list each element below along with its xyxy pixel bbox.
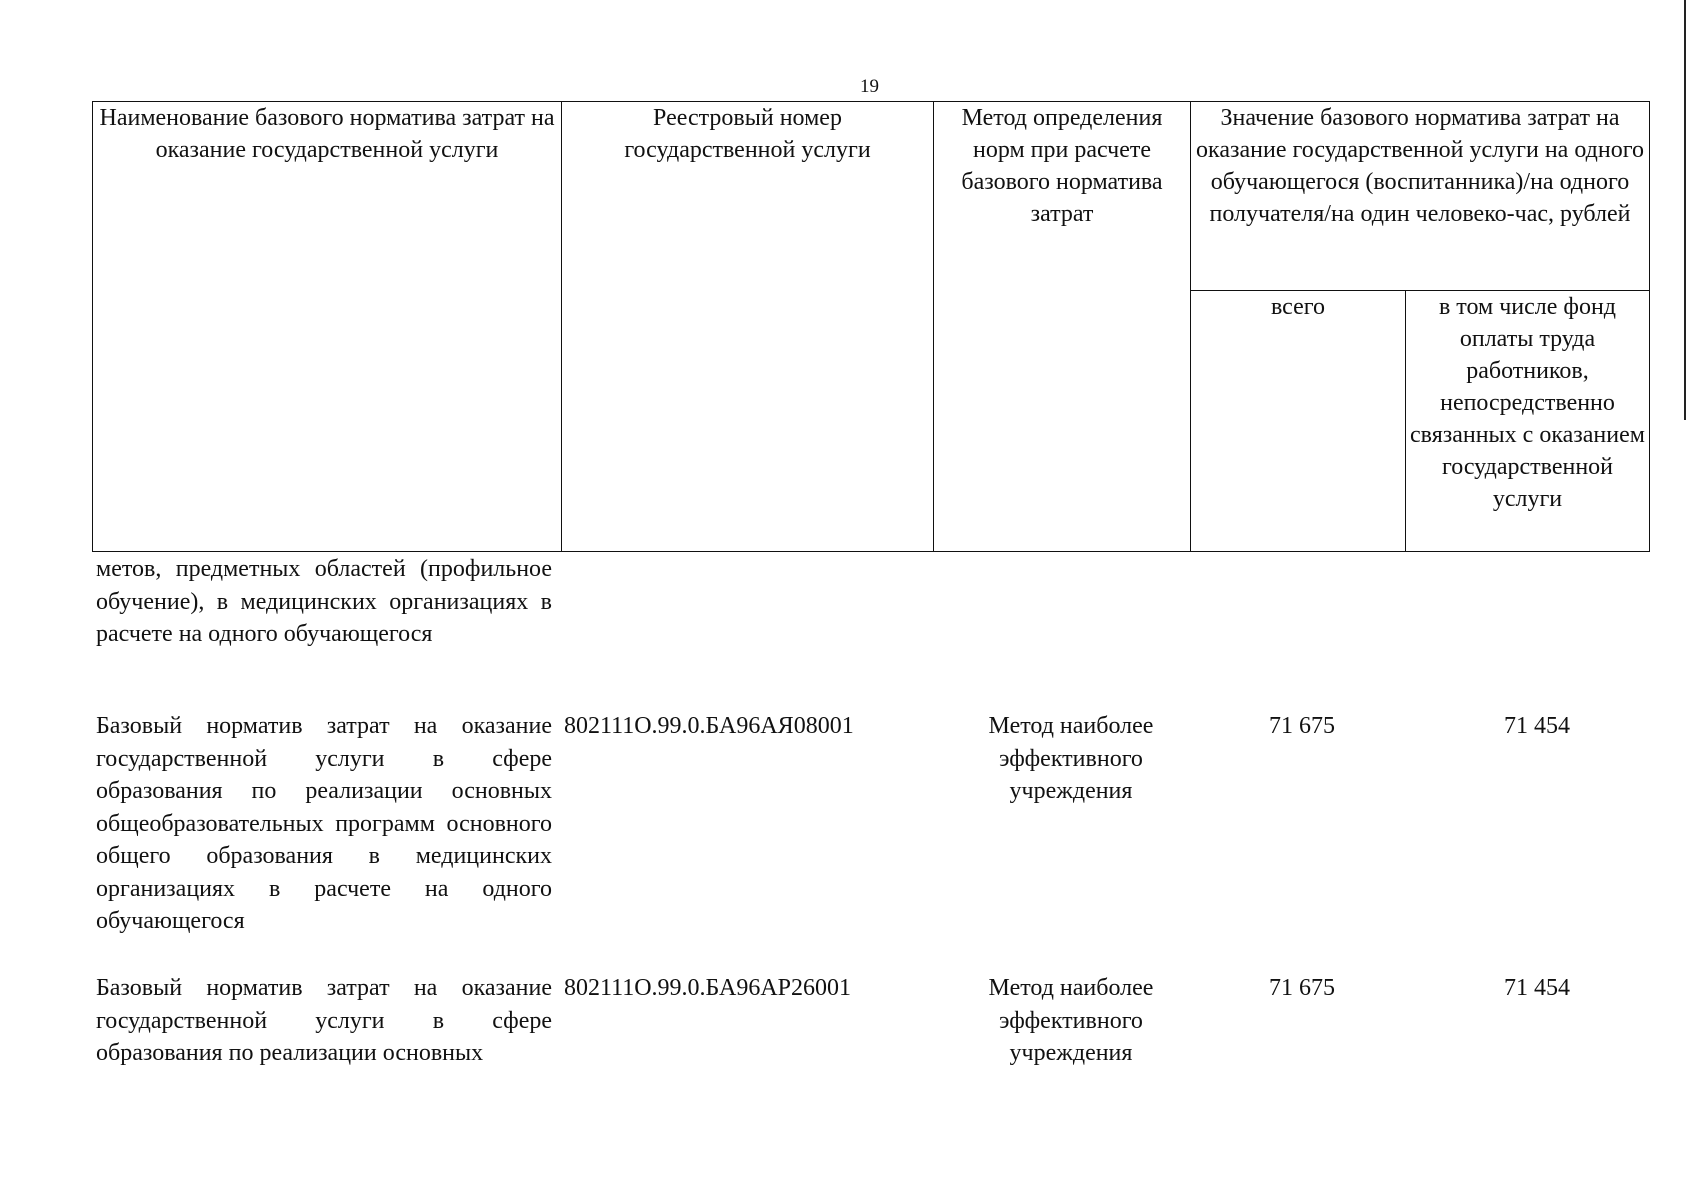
page-edge-line [1684,0,1686,420]
row-value-total: 71 675 [1269,975,1335,1001]
table-header [92,101,1650,552]
row-name: метов, предметных областей (профильное обучение), в медицинских организациях в расчете на одного обучающегося [96,556,552,647]
page-number: 19 [860,76,879,97]
row-name: Базовый норматив затрат на оказание государственной услуги в сфере образования по реализации основных [96,975,552,1066]
header-fund-text: в том числе фонд оплаты труда работников, непосредственно связанных с оказанием государственной услуги [1410,294,1645,512]
row-value-fund: 71 454 [1504,713,1570,739]
header-cell-value [1191,102,1650,291]
header-cell-registry [562,102,934,552]
row-name: Базовый норматив затрат на оказание государственной услуги в сфере образования по реализации основных общеобразовательных программ основного общего образования в медицинских организациях в расчете на одного обучающегося [96,713,552,934]
header-cell-total [1191,291,1406,552]
header-cell-method [934,102,1191,552]
row-registry-number: 802111О.99.0.БА96АЯ08001 [564,713,854,739]
header-registry-text: Реестровый номер государственной услуги [624,105,871,163]
row-method: Метод наиболее эффективного учреждения [988,713,1154,804]
row-registry-number: 802111О.99.0.БА96АР26001 [564,975,852,1001]
row-value-fund: 71 454 [1504,975,1570,1001]
header-cell-fund [1406,291,1650,552]
row-method: Метод наиболее эффективного учреждения [988,975,1154,1066]
header-cell-name [93,102,562,552]
header-total-text: всего [1270,294,1326,320]
row-value-total: 71 675 [1269,713,1335,739]
header-name-text: Наименование базового норматива затрат на оказание государственной услуги [99,105,555,163]
header-method-text: Метод определения норм при расчете базового норматива затрат [961,105,1163,227]
header-value-text: Значение базового норматива затрат на оказание государственной услуги на одного обучающегося (воспитанника)/на одного получателя/на один человеко-час, рублей [1196,105,1644,227]
